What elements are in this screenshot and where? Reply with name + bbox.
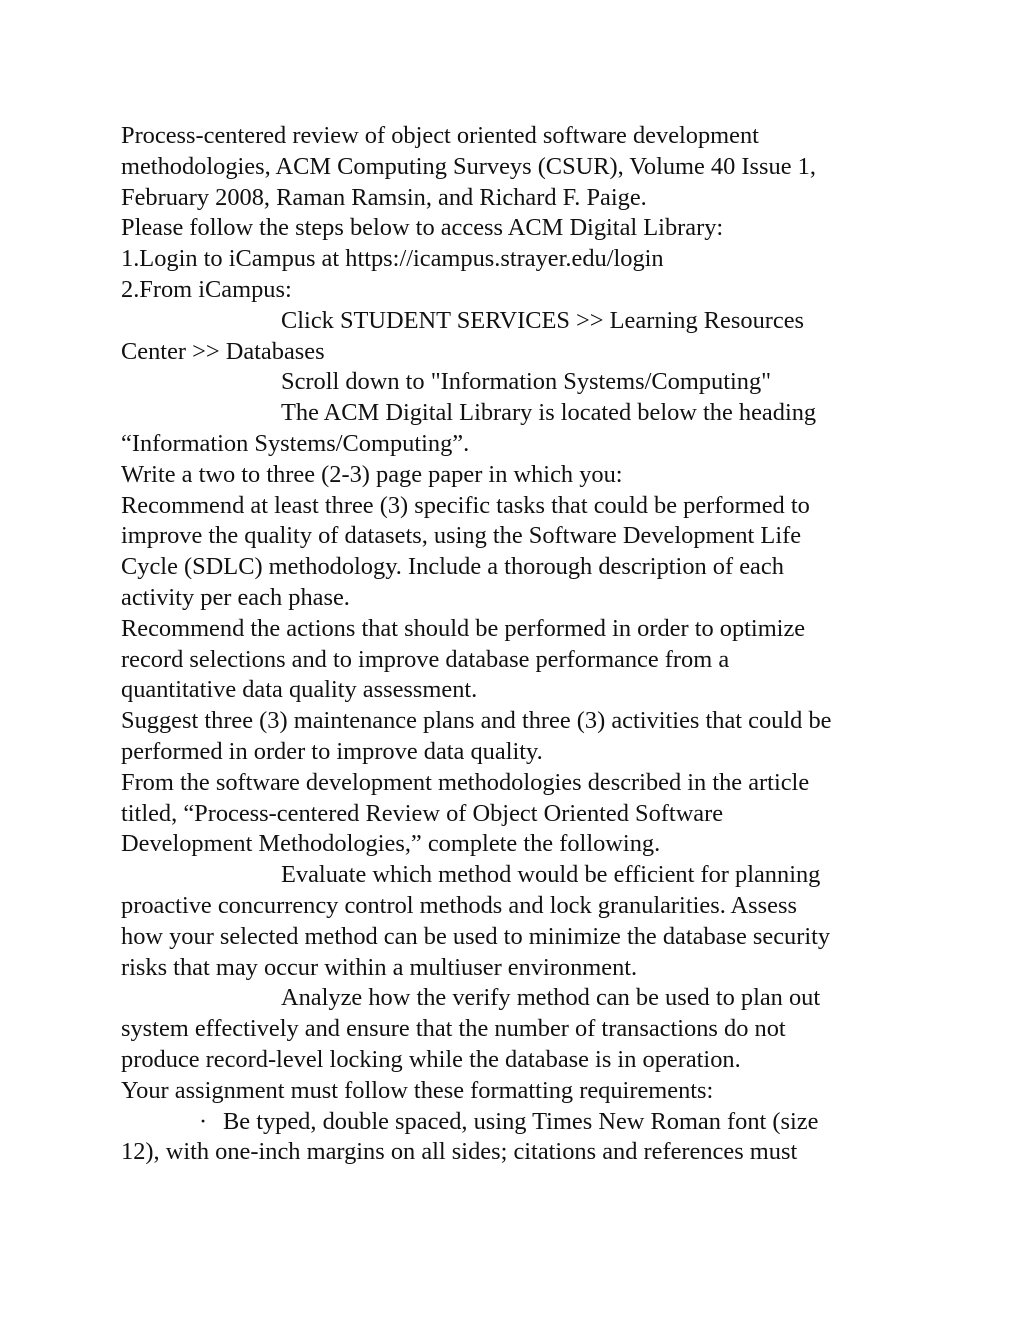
task-4-subtask-a [121,860,911,983]
text-line: “Information Systems/Computing”. [121,429,470,457]
text-line: produce record-level locking while the database is in operation. [121,1045,741,1073]
text-line: how your selected method can be used to minimize the database security [121,922,831,950]
citation-paragraph [121,121,911,213]
text-line: Development Methodologies,” complete the following. [121,830,661,858]
text-line: proactive concurrency control methods and lock granularities. Assess [121,891,797,919]
text-line: methodologies, ACM Computing Surveys (CSUR), Volume 40 Issue 1, [121,152,816,180]
text-line: Suggest three (3) maintenance plans and three (3) activities that could be [121,707,832,735]
text-line: 12), with one-inch margins on all sides; citations and references must [121,1138,798,1166]
text-line: improve the quality of datasets, using the Software Development Life [121,522,802,550]
text-line: February 2008, Raman Ramsin, and Richard F. Paige. [121,183,647,211]
text-line: Be typed, double spaced, using Times New Roman font (size [223,1107,819,1135]
bullet-icon: · [199,1107,208,1135]
text-line: Center >> Databases [121,337,325,365]
document-page [121,121,911,1168]
task-intro: Write a two to three (2-3) page paper in which you: [121,460,623,488]
task-1-paragraph [121,491,911,614]
task-4-subtask-b [121,983,911,1075]
format-item-1 [121,1107,911,1169]
task-3-paragraph [121,706,911,768]
text-line: activity per each phase. [121,583,350,611]
text-line: titled, “Process-centered Review of Object Oriented Software [121,799,724,827]
step-1: 1.Login to iCampus at https://icampus.strayer.edu/login [121,245,664,273]
text-line: record selections and to improve database performance from a [121,645,730,673]
step-2: 2.From iCampus: [121,275,292,303]
text-line: Process-centered review of object oriented software development [121,122,759,149]
text-line: performed in order to improve data quality. [121,737,543,765]
step-2-substep-b: Scroll down to "Information Systems/Computing" [281,368,772,396]
text-line: Recommend the actions that should be performed in order to optimize [121,614,806,642]
step-2-substep-c [121,398,911,460]
access-intro: Please follow the steps below to access ACM Digital Library: [121,214,724,242]
bulleted-line [121,1107,911,1138]
task-2-paragraph [121,614,911,706]
text-line: risks that may occur within a multiuser environment. [121,953,638,981]
text-line: Cycle (SDLC) methodology. Include a thorough description of each [121,553,784,581]
text-line: Evaluate which method would be efficient for planning [281,861,821,889]
text-line: The ACM Digital Library is located below the heading [281,399,817,427]
text-line: quantitative data quality assessment. [121,676,478,704]
task-4-paragraph [121,768,911,860]
text-line: From the software development methodologies described in the article [121,768,810,796]
text-line: Recommend at least three (3) specific tasks that could be performed to [121,491,810,519]
text-line: Analyze how the verify method can be used to plan out [281,984,821,1012]
text-line: system effectively and ensure that the number of transactions do not [121,1015,786,1043]
format-intro: Your assignment must follow these formatting requirements: [121,1076,714,1104]
step-2-substep-a [121,306,911,368]
text-line: Click STUDENT SERVICES >> Learning Resources [281,306,805,334]
